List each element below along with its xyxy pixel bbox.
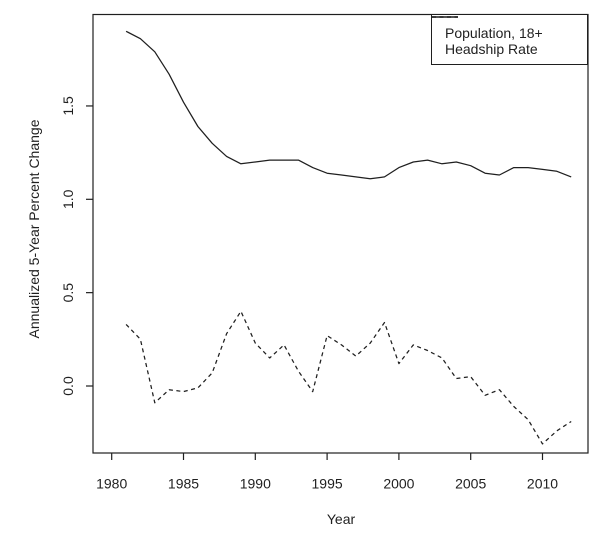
x-tick-label: 1995 bbox=[311, 475, 343, 492]
x-tick-label: 2010 bbox=[526, 475, 559, 492]
legend bbox=[431, 14, 588, 65]
legend-label-population: Population, 18+ bbox=[445, 25, 543, 41]
y-tick-label: 1.0 bbox=[60, 189, 76, 210]
y-tick-label: 0.5 bbox=[60, 282, 76, 303]
y-tick-label: 1.5 bbox=[60, 96, 76, 116]
legend-item-headship bbox=[432, 41, 587, 57]
y-axis-title: Annualized 5-Year Percent Change bbox=[26, 119, 42, 339]
plot-border bbox=[93, 15, 588, 454]
x-tick-label: 1985 bbox=[167, 475, 200, 492]
headship-rate-line bbox=[126, 311, 571, 444]
x-tick-label: 1990 bbox=[239, 475, 271, 492]
legend-label-headship: Headship Rate bbox=[445, 41, 538, 57]
x-axis-title: Year bbox=[326, 511, 356, 527]
y-tick-label: 0.0 bbox=[60, 376, 76, 396]
legend-key-dashed-line bbox=[432, 15, 458, 19]
x-tick-label: 1980 bbox=[96, 475, 128, 492]
x-tick-label: 2005 bbox=[455, 475, 487, 492]
legend-item-population bbox=[432, 25, 587, 41]
x-tick-label: 2000 bbox=[383, 475, 415, 492]
